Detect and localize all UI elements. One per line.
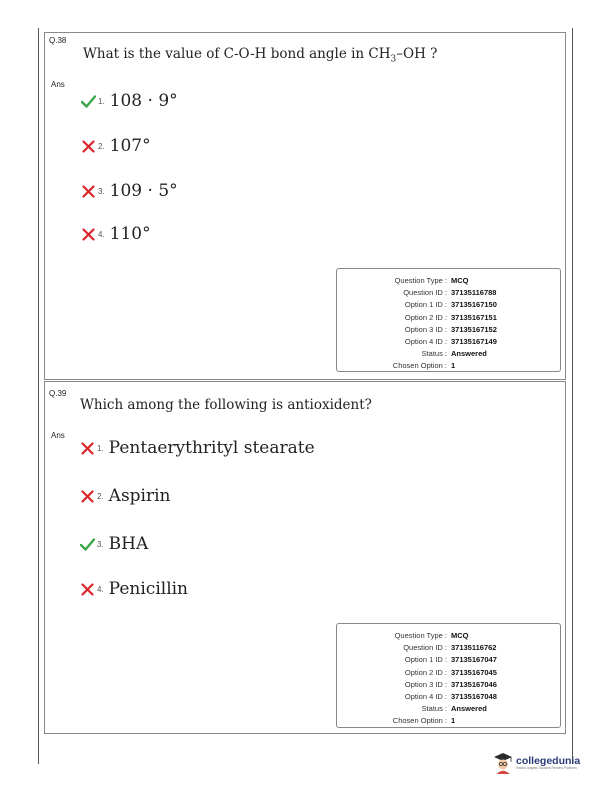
info-row xyxy=(337,642,497,654)
right-frame-line xyxy=(572,28,573,764)
option-number: 1. xyxy=(97,443,104,453)
info-key: Option 4 ID : xyxy=(404,337,447,347)
option-3 xyxy=(81,181,178,201)
option-1 xyxy=(81,91,178,111)
question-text-tail: –OH ? xyxy=(396,46,438,62)
info-value: Answered xyxy=(451,704,487,714)
info-key: Chosen Option : xyxy=(392,716,447,726)
info-key: Question ID : xyxy=(403,288,447,298)
cross-icon xyxy=(81,185,96,198)
info-row xyxy=(337,703,497,715)
option-number: 2. xyxy=(97,491,104,501)
info-value: MCQ xyxy=(451,631,469,640)
info-key: Question Type : xyxy=(394,631,447,640)
info-value: 37135167047 xyxy=(451,655,497,665)
option-number: 3. xyxy=(98,186,105,196)
info-row xyxy=(337,312,497,324)
info-value: 37135167149 xyxy=(451,337,497,347)
option-number: 1. xyxy=(98,96,105,106)
option-3 xyxy=(80,534,148,554)
info-key: Option 4 ID : xyxy=(404,692,447,702)
question-number: Q.39 xyxy=(49,389,67,398)
left-frame-line xyxy=(38,28,39,764)
info-key: Option 1 ID : xyxy=(404,300,447,310)
info-table xyxy=(337,275,497,373)
info-key: Status : xyxy=(421,349,447,359)
info-row xyxy=(337,691,497,703)
option-text: 109 · 5° xyxy=(109,181,178,201)
info-row xyxy=(337,299,497,311)
option-number: 4. xyxy=(98,229,105,239)
check-icon xyxy=(80,538,95,551)
info-row xyxy=(337,348,497,360)
info-value: 37135167150 xyxy=(451,300,497,310)
info-row xyxy=(337,715,497,727)
question-info-panel xyxy=(336,623,561,728)
info-row xyxy=(337,654,497,666)
info-row xyxy=(337,630,497,642)
info-key: Status : xyxy=(421,704,447,714)
info-value: 37135167045 xyxy=(451,667,497,677)
option-1 xyxy=(80,438,315,458)
info-key: Option 3 ID : xyxy=(404,679,447,689)
info-table xyxy=(337,630,497,728)
question-text-subscript: 3 xyxy=(390,54,397,65)
info-value: 1 xyxy=(451,716,456,726)
info-value: 37135167152 xyxy=(451,324,497,334)
option-text: 108 · 9° xyxy=(109,91,178,111)
info-row xyxy=(337,336,497,348)
cross-icon xyxy=(80,442,95,455)
info-value: 37135116788 xyxy=(451,288,497,298)
info-value: 37135167048 xyxy=(451,692,497,702)
question-number: Q.38 xyxy=(49,36,67,45)
info-row xyxy=(337,275,497,287)
info-row xyxy=(337,360,497,372)
info-value: 37135116762 xyxy=(451,643,497,653)
collegedunia-logo xyxy=(493,752,580,774)
info-key: Option 3 ID : xyxy=(404,324,447,334)
option-text: Penicillin xyxy=(108,579,189,599)
question-text xyxy=(83,46,437,65)
info-key: Option 2 ID : xyxy=(404,312,447,322)
info-value: 37135167151 xyxy=(451,312,497,322)
option-2 xyxy=(81,136,151,156)
question-block-39 xyxy=(44,381,566,734)
option-number: 3. xyxy=(97,539,104,549)
ans-label: Ans xyxy=(51,80,65,89)
cross-icon xyxy=(81,140,96,153)
option-2 xyxy=(80,486,171,506)
info-row xyxy=(337,324,497,336)
question-block-38 xyxy=(44,32,566,380)
check-icon xyxy=(81,95,96,108)
info-key: Chosen Option : xyxy=(392,361,447,371)
info-key: Option 2 ID : xyxy=(404,667,447,677)
option-number: 2. xyxy=(98,141,105,151)
option-text: Pentaerythrityl stearate xyxy=(108,438,315,458)
logo-tagline: India's largest Student Review Platform xyxy=(516,765,577,770)
option-4 xyxy=(81,224,151,244)
info-value: Answered xyxy=(451,349,487,359)
option-text: 110° xyxy=(109,224,151,244)
option-number: 4. xyxy=(97,584,104,594)
question-text-main: What is the value of C-O-H bond angle in CH xyxy=(83,46,391,62)
info-key: Question ID : xyxy=(403,643,447,653)
option-text: Aspirin xyxy=(108,486,171,506)
info-row xyxy=(337,287,497,299)
logo-wordmark: collegedunia xyxy=(516,754,581,767)
cross-icon xyxy=(80,490,95,503)
option-4 xyxy=(80,579,188,599)
cross-icon xyxy=(81,228,96,241)
info-key: Option 1 ID : xyxy=(404,655,447,665)
info-row xyxy=(337,679,497,691)
info-row xyxy=(337,667,497,679)
question-info-panel xyxy=(336,268,561,372)
info-key: Question Type : xyxy=(394,276,447,285)
option-text: BHA xyxy=(108,534,149,554)
info-value: 1 xyxy=(451,361,456,371)
info-value: MCQ xyxy=(451,276,469,285)
question-text: Which among the following is antioxident? xyxy=(80,397,372,413)
mascot-icon xyxy=(493,752,513,774)
info-value: 37135167046 xyxy=(451,679,497,689)
cross-icon xyxy=(80,583,95,596)
ans-label: Ans xyxy=(51,431,65,440)
option-text: 107° xyxy=(109,136,151,156)
